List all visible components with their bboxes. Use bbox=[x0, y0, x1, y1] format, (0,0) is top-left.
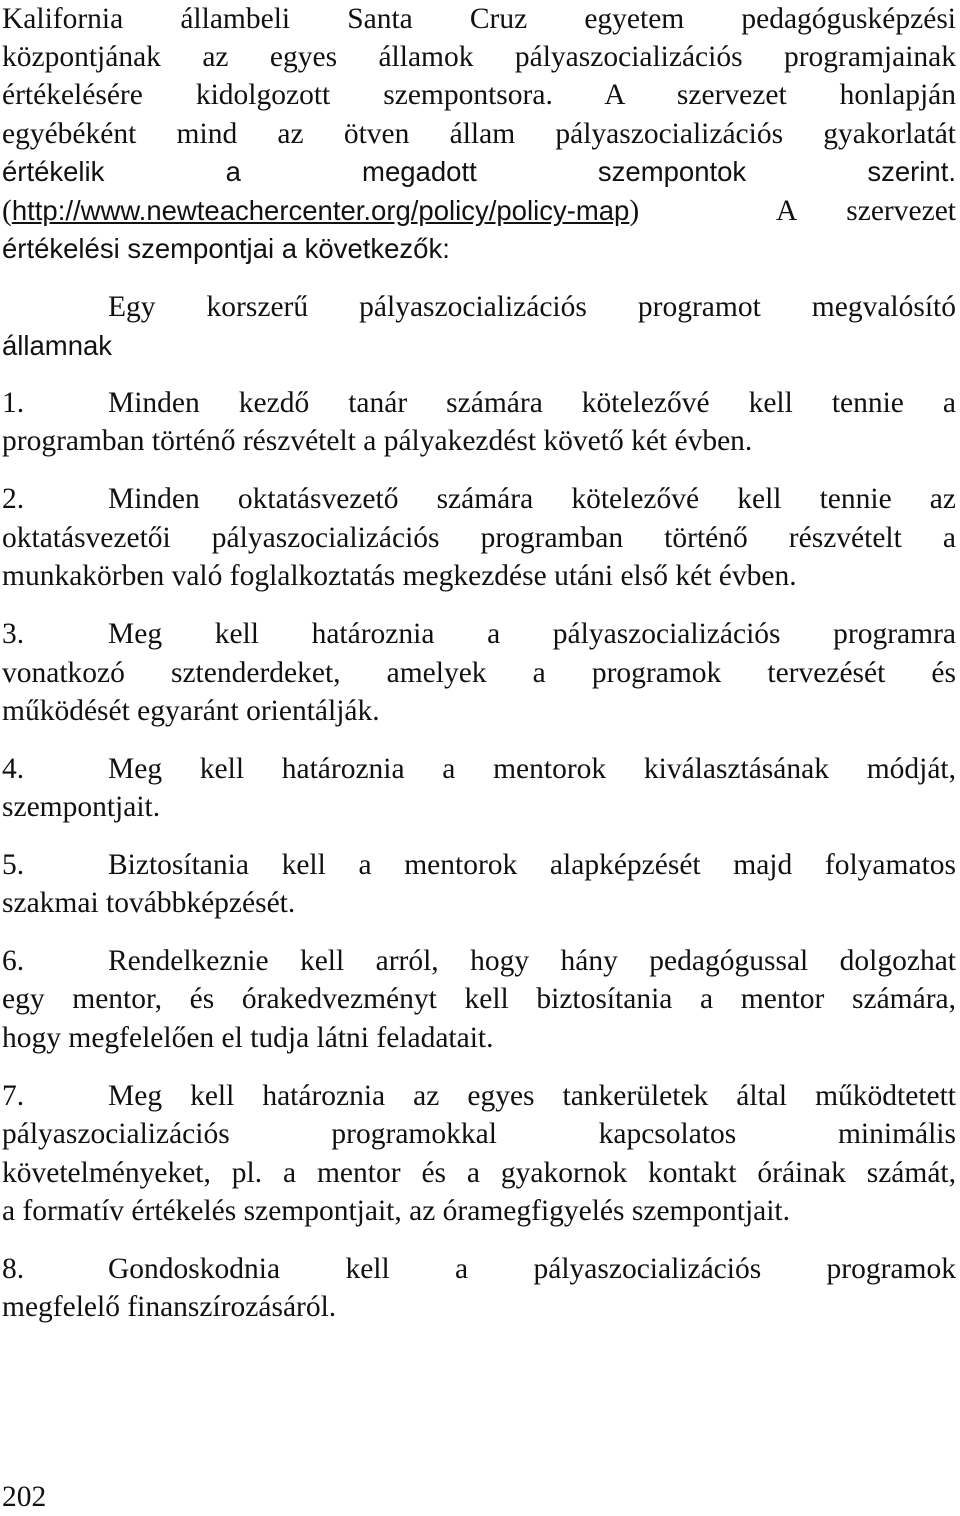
intro-link-tail-text: A szervezet bbox=[776, 195, 956, 227]
list-item-6 bbox=[2, 942, 956, 980]
item-number: 5. bbox=[2, 849, 25, 881]
item-text: Meg kell határoznia a pályaszocializációs programra bbox=[108, 618, 956, 650]
intro-link-line bbox=[2, 192, 956, 230]
item-text: Minden kezdő tanár számára kötelezővé kell tennie a bbox=[108, 387, 956, 419]
policy-map-link[interactable]: http://www.newteachercenter.org/policy/policy-map bbox=[11, 195, 630, 226]
intro-link-tail bbox=[776, 192, 956, 230]
item-text: pályaszocializációs programokkal kapcsolatos minimális bbox=[2, 1118, 956, 1150]
item-text: szempontjait. bbox=[2, 791, 161, 823]
item-text: oktatásvezetői pályaszocializációs programban történő részvételt a bbox=[2, 522, 956, 554]
intro-line: Kalifornia állambeli Santa Cruz egyetem pedagógusképzési bbox=[2, 3, 956, 35]
item-text: Biztosítania kell a mentorok alapképzését majd folyamatos bbox=[108, 849, 956, 881]
item-text: megfelelő finanszírozásáról. bbox=[2, 1291, 337, 1323]
link-wrapper bbox=[2, 192, 639, 230]
paren-close: ) bbox=[629, 195, 640, 227]
page-number: 202 bbox=[2, 1481, 47, 1513]
section-heading-cont: államnak bbox=[2, 330, 113, 361]
item-text: működését egyaránt orientálják. bbox=[2, 695, 380, 727]
list-item-1 bbox=[2, 384, 956, 422]
intro-line: értékelési szempontjai a következők: bbox=[2, 233, 450, 264]
item-number: 4. bbox=[2, 753, 25, 785]
intro-line: értékelik a megadott szempontok szerint. bbox=[2, 156, 956, 187]
item-text: munkakörben való foglalkoztatás megkezdése utáni első két évben. bbox=[2, 560, 797, 592]
item-text: Minden oktatásvezető számára kötelezővé kell tennie az bbox=[108, 483, 956, 515]
list-item-5 bbox=[2, 846, 956, 884]
item-number: 8. bbox=[2, 1253, 25, 1285]
item-number: 3. bbox=[2, 618, 25, 650]
intro-line: egyébéként mind az ötven állam pályaszocializációs gyakorlatát bbox=[2, 118, 956, 150]
item-number: 7. bbox=[2, 1080, 25, 1112]
list-item-2 bbox=[2, 480, 956, 518]
item-text: Rendelkeznie kell arról, hogy hány pedagógussal dolgozhat bbox=[108, 945, 956, 977]
intro-line: értékelésére kidolgozott szempontsora. A szervezet honlapján bbox=[2, 79, 956, 111]
item-text: követelményeket, pl. a mentor és a gyakornok kontakt óráinak számát, bbox=[2, 1157, 956, 1189]
item-text: hogy megfelelően el tudja látni feladatait. bbox=[2, 1022, 494, 1054]
list-item-7 bbox=[2, 1077, 956, 1115]
item-number: 6. bbox=[2, 945, 25, 977]
list-item-3 bbox=[2, 615, 956, 653]
item-text: Meg kell határoznia az egyes tankerületek által működtetett bbox=[108, 1080, 956, 1112]
item-text: vonatkozó sztenderdeket, amelyek a programok tervezését és bbox=[2, 657, 956, 689]
intro-line: központjának az egyes államok pályaszocializációs programjainak bbox=[2, 41, 956, 73]
list-item-4 bbox=[2, 750, 956, 788]
section-heading: Egy korszerű pályaszocializációs programot megvalósító bbox=[108, 291, 956, 323]
list-item-8 bbox=[2, 1250, 956, 1288]
item-text: Meg kell határoznia a mentorok kiválasztásának módját, bbox=[108, 753, 956, 785]
item-text: a formatív értékelés szempontjait, az óramegfigyelés szempontjait. bbox=[2, 1195, 791, 1227]
item-text: programban történő részvételt a pályakezdést követő két évben. bbox=[2, 425, 753, 457]
item-text: szakmai továbbképzését. bbox=[2, 887, 296, 919]
item-text: Gondoskodnia kell a pályaszocializációs programok bbox=[108, 1253, 956, 1285]
paren-open: ( bbox=[2, 195, 12, 227]
item-number: 1. bbox=[2, 387, 25, 419]
item-text: egy mentor, és órakedvezményt kell biztosítania a mentor számára, bbox=[2, 983, 956, 1015]
item-number: 2. bbox=[2, 483, 25, 515]
